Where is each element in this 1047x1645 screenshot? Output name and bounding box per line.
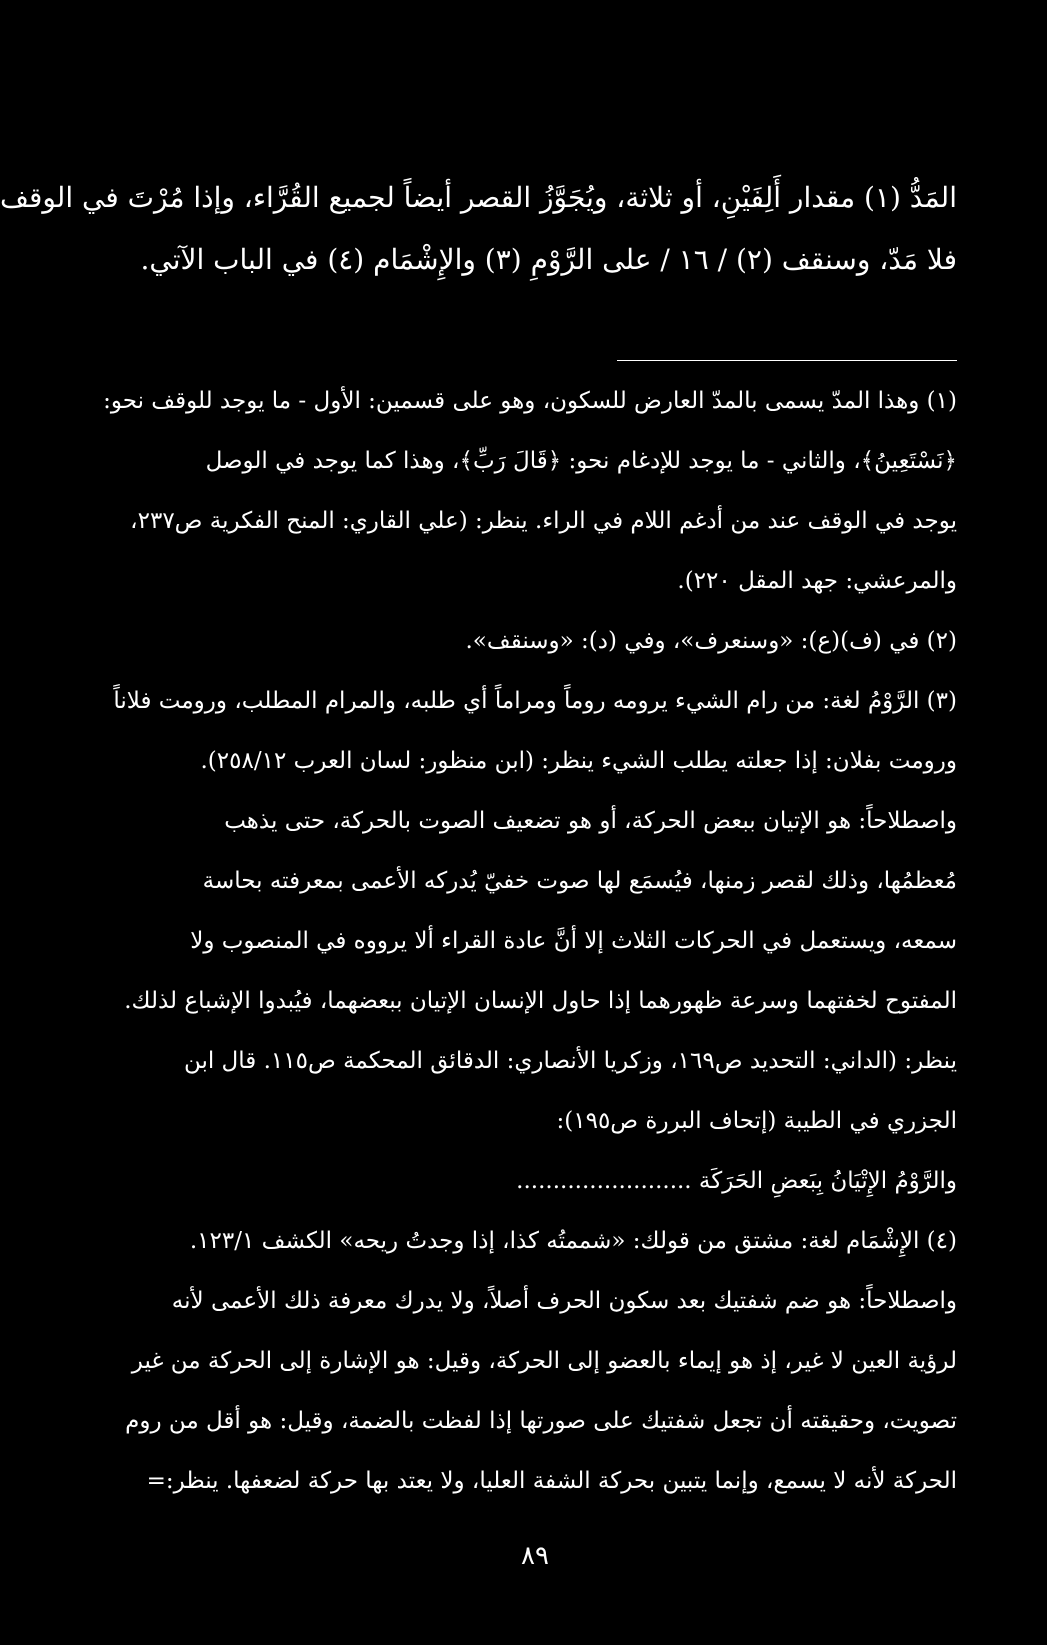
main-text-line-1: المَدُّ (١) مقدار أَلِفَيْنِ، أو ثلاثة، ويُجَوَّزُ القصر أيضاً لجميع القُرَّاء، وإذا مُرْتَ في الوقف (0, 181, 957, 214)
page-number: ٨٩ (521, 1541, 549, 1571)
footnote-line: المفتوح لخفتهما وسرعة ظهورهما إذا حاول الإنسان الإتيان ببعضهما، فيُبدوا الإشباع لذلك. (124, 988, 957, 1014)
footnote-line: ينظر: (الداني: التحديد ص١٦٩، وزكريا الأنصاري: الدقائق المحكمة ص١١٥. قال ابن (183, 1048, 957, 1074)
footnote-line: مُعظمُها، وذلك لقصر زمنها، فيُسمَع لها صوت خفيّ يُدركه الأعمى بمعرفته بحاسة (202, 868, 957, 894)
footnote-line: والمرعشي: جهد المقل ٢٢٠). (677, 568, 957, 594)
footnote-line: (٤) الإِشْمَام لغة: مشتق من قولك: «شممتُه كذا، إذا وجدتُ ريحه» الكشف ١٢٣/١. (189, 1228, 957, 1254)
main-text-line-2: فلا مَدّ، وسنقف (٢) / ١٦ / على الرَّوْمِ (٣) والإِشْمَام (٤) في الباب الآتي. (140, 243, 957, 276)
footnote-line: (١) وهذا المدّ يسمى بالمدّ العارض للسكون، وهو على قسمين: الأول - ما يوجد للوقف نحو: (103, 388, 957, 414)
footnote-line: يوجد في الوقف عند من أدغم اللام في الراء. ينظر: (علي القاري: المنح الفكرية ص٢٣٧، (130, 508, 957, 534)
footnote-line: والرَّوْمُ الإِتْيَانُ بِبَعضِ الحَرَكَة ........................ (516, 1168, 957, 1194)
footnote-line: تصويت، وحقيقته أن تجعل شفتيك على صورتها إذا لفظت بالضمة، وقيل: هو أقل من روم (125, 1408, 957, 1434)
footnote-line: سمعه، ويستعمل في الحركات الثلاث إلا أنَّ عادة القراء ألا يرووه في المنصوب ولا (190, 928, 957, 954)
footnote-separator (617, 360, 957, 361)
footnote-line: واصطلاحاً: هو الإتيان ببعض الحركة، أو هو تضعيف الصوت بالحركة، حتى يذهب (224, 808, 957, 834)
footnote-line: (٢) في (ف)(ع): «وسنعرف»، وفي (د): «وسنقف». (465, 628, 957, 654)
footnote-line: لرؤية العين لا غير، إذ هو إيماء بالعضو إلى الحركة، وقيل: هو الإشارة إلى الحركة من غير (131, 1348, 957, 1374)
footnote-line: ورومت بفلان: إذا جعلته يطلب الشيء ينظر: (ابن منظور: لسان العرب ٢٥٨/١٢). (200, 748, 957, 774)
footnote-line: الجزري في الطيبة (إتحاف البررة ص١٩٥): (556, 1108, 957, 1134)
footnote-line: ﴿نَسْتَعِينُ﴾، والثاني - ما يوجد للإدغام نحو: ﴿قَالَ رَبِّ﴾، وهذا كما يوجد في الوصل (205, 448, 957, 474)
footnote-line: واصطلاحاً: هو ضم شفتيك بعد سكون الحرف أصلاً، ولا يدرك معرفة ذلك الأعمى لأنه (171, 1288, 957, 1314)
footnote-line: الحركة لأنه لا يسمع، وإنما يتبين بحركة الشفة العليا، ولا يعتد بها حركة لضعفها. ينظر:= (146, 1468, 957, 1494)
footnote-line: (٣) الرَّوْمُ لغة: من رام الشيء يرومه روماً ومراماً أي طلبه، والمرام المطلب، ورومت فلاناً (113, 688, 957, 714)
